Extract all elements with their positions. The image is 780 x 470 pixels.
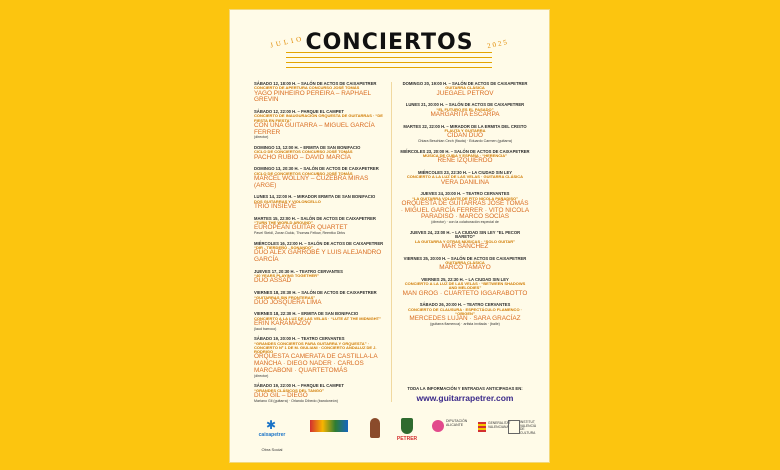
diputacion-logo xyxy=(430,414,470,452)
festival-logo-graphic xyxy=(310,420,348,432)
concert-artist: ORQUESTA CAMERATA DE CASTILLA-LA MANCHA · DIEGO NADER · CARLOS MARCABONI · QUARTETOMÁS xyxy=(254,353,378,374)
circle-icon xyxy=(432,420,444,432)
concert-date: JUEVES 24, 23:00 H. – LA CIUDAD SIN LEY “EL PECOR BARETO” xyxy=(409,229,521,240)
concert-subtitle: CONCIERTO DE APERTURA CONCURSO JOSÉ TOMÁS xyxy=(254,85,360,91)
star-icon: ✱ xyxy=(266,418,277,432)
caixapetrer-sub: Obra Social xyxy=(261,447,283,452)
left-schedule-column xyxy=(254,82,390,409)
concert-date: SÁBADO 12, 18:00 H. – SALÓN DE ACTOS DE CAIXAPETRER xyxy=(254,81,377,86)
concert-subtitle: GUITARRA CLÁSICA xyxy=(445,259,485,265)
concert-note: Pavel Steidl, Zoran Dukic, Thomas Fellow, Reentko Dirks xyxy=(254,230,346,235)
petrer-label: PETRER xyxy=(396,436,418,442)
column-divider xyxy=(391,82,392,402)
concert-subtitle: GUITARRA CLÁSICA xyxy=(445,85,485,91)
concert-date: SÁBADO 19, 20:00 H. – TEATRO CERVANTES xyxy=(254,336,345,342)
concert-artist: TRIO INSIEVE xyxy=(254,202,297,210)
concert-note: (guitarra flamenca) · artista invitada · (baile) xyxy=(430,321,500,326)
concert-entry xyxy=(400,231,530,251)
concert-entry xyxy=(254,195,390,210)
concert-subtitle: “GRANDES CLÁSICOS DEL TANGO” xyxy=(254,387,325,393)
guitarist-figure-logo xyxy=(362,414,386,452)
concert-artist: MAR SÁNCHEZ xyxy=(441,242,489,250)
concert-entry xyxy=(254,242,390,264)
concert-subtitle: CICLO DE CONCIERTOS CONCURSO JOSÉ TOMÁS xyxy=(254,149,353,155)
concert-subtitle: CONCIERTO DE CLAUSURA · ESPECTÁCULO FLAMENCO · “ORIGEN” xyxy=(408,306,522,316)
caixapetrer-logo xyxy=(254,414,290,452)
concert-artist: DUO ASSAD xyxy=(254,277,292,285)
concert-date: MIÉRCOLES 23, 22:30 H. – LA CIUDAD SIN LEY xyxy=(417,170,513,176)
concert-artist: DUO JÓSQUERA LIMA xyxy=(254,298,322,306)
concert-subtitle: MÚSICA DE CUBA Y ESPAÑA · “HERENCIA” xyxy=(422,153,508,159)
concert-note: Mariano Gil (guitarra) · Orlando Díbedo (bandoneón) xyxy=(254,398,338,403)
diputacion-label: DIPUTACIÓN ALICANTE xyxy=(446,419,468,427)
concert-date: MARTES 22, 22:00 H. – MIRADOR DE LA ERMITA DEL CRISTO xyxy=(403,123,527,129)
concert-entry xyxy=(400,103,530,118)
concert-artist: MARCO TAMAYO xyxy=(439,264,491,272)
generalitat-label: GENERALITAT VALENCIANA xyxy=(488,421,511,429)
concert-entry xyxy=(254,167,390,189)
concert-note: Chiara Beschian Cech (flauta) · Eduardo Carmen (guitarra) xyxy=(417,138,513,143)
petrer-logo xyxy=(392,414,422,452)
concert-subtitle: “GRANDES CONCIERTOS PARA GUITARRA Y ORQUESTA” · CONCIERTO Nº 1 DE M. GIULIANI · CONCIERTO ANDALUZ DE J. RODRIGO xyxy=(254,340,377,355)
concert-subtitle: CONCIERTO A LA LUZ DE LAS VELAS · GUITARRA CLÁSICA xyxy=(406,174,524,180)
concert-entry xyxy=(254,337,390,378)
concert-subtitle: “DIR - TIERDEÑO - SONANDO” xyxy=(254,245,314,251)
month-label: JULIO xyxy=(269,34,305,50)
concert-entry xyxy=(400,150,530,165)
concert-date: SÁBADO 26, 20:00 H. – TEATRO CERVANTES xyxy=(419,302,511,308)
info-block xyxy=(400,386,530,403)
concert-artist: PACHO RUBIO – DAVID MARCÍA xyxy=(254,153,352,161)
concert-date: VIERNES 25, 22:30 H. – LA CIUDAD SIN LEY xyxy=(421,276,509,282)
concert-entry xyxy=(254,291,390,306)
music-staff-decoration xyxy=(286,52,492,68)
shield-icon xyxy=(401,418,413,434)
concert-artist: DUO GIL – DIEGO xyxy=(254,391,308,399)
concert-artist: RENÉ IZQUIERDO xyxy=(437,157,493,165)
concert-artist: DUO ALEX GARROBÉ Y LUIS ALEJANDRO GARCÍA xyxy=(254,249,382,264)
concert-artist: MAN GROG · CUARTETO IGGARABOTTO xyxy=(402,289,528,297)
concert-date: DOMINGO 20, 19:00 H. – SALÓN DE ACTOS DE CAIXAPETRER xyxy=(402,81,528,86)
concert-subtitle: “TURN THE WORLD AROUND” xyxy=(254,220,313,226)
poster-header xyxy=(230,10,549,74)
concert-entry xyxy=(400,257,530,272)
concert-subtitle: CONCIERTO DE INAUGURACIÓN ORQUESTA DE GUITARRAS · “DE FIESTA EN FIESTA” xyxy=(254,113,383,123)
guitarist-icon xyxy=(370,418,380,438)
concert-note: (director) xyxy=(254,373,269,378)
concert-entry xyxy=(254,384,390,403)
concert-note: (laud barroco) xyxy=(254,326,277,331)
concert-subtitle: “GUITARRAS SIN FRONTERAS” xyxy=(254,294,316,300)
generalitat-logo xyxy=(474,414,511,452)
concert-date: SÁBADO 19, 22:00 H. – PARQUE EL CAMPET xyxy=(254,383,344,389)
concert-subtitle: LA GUITARRA Y OTRAS MÚSICAS · “SOLO GUITAR” xyxy=(414,238,516,244)
concert-entry xyxy=(400,82,530,97)
concert-subtitle: FLAUTA Y GUITARRA xyxy=(444,128,486,134)
year-label: 2025 xyxy=(486,37,510,51)
concert-date: DOMINGO 13, 12:00 H. – ERMITA DE SAN BONIFACIO xyxy=(254,145,361,151)
concert-subtitle: “LA GUITARRA VOLANTE DE FITO NICOLA PARADISO” xyxy=(411,195,519,201)
concert-entry xyxy=(254,270,390,285)
concert-subtitle: “40 YEARS PLAYING TOGETHER” xyxy=(254,273,320,279)
concert-date: MIÉRCOLES 16, 22:00 H. – SALÓN DE ACTOS DE CAIXAPETRER xyxy=(254,240,384,246)
concert-entry xyxy=(400,192,530,225)
concert-date: JUEVES 24, 20:00 H. – TEATRO CERVANTES xyxy=(420,191,510,197)
concert-date: MARTES 15, 22:00 H. – SALÓN DE ACTOS DE CAIXAPETRER xyxy=(254,215,376,221)
concert-artist: CON UNA GUITARRA – MIGUEL GARCÍA FERRER xyxy=(254,121,375,136)
concert-entry xyxy=(254,312,390,331)
concert-artist: MARCEL WOLLNY – ČUZEBRA MIRAS (ARGE) xyxy=(254,174,369,189)
concert-note: (director) · con la colaboración especial de xyxy=(431,220,499,225)
concert-entry xyxy=(254,146,390,161)
concert-artist: MERCEDES LUJÁN · SARA GRACÍAZ xyxy=(409,315,521,323)
concert-artist: ORQUESTA DE GUITARRAS JOSÉ TOMÁS · MIGUEL GARCÍA FERRER · VITO NICOLA PARADISO · MARCO SOCÍAS xyxy=(400,199,530,221)
right-schedule-column xyxy=(400,82,530,333)
concert-entry xyxy=(254,82,390,104)
concert-artist: YAGO PINHEIRO PEREIRA – RAPHAEL GREVIN xyxy=(254,89,371,104)
poster-title: CONCIERTOS xyxy=(305,30,474,55)
concert-date: VIERNES 18, 20:30 H. – SALÓN DE ACTOS DE CAIXAPETRER xyxy=(254,290,377,296)
sponsor-logos xyxy=(244,414,536,454)
concert-artist: JUEGAEL PETROV xyxy=(436,89,494,97)
emblem-icon xyxy=(508,420,520,434)
website-link[interactable]: www.guitarrapetrer.com xyxy=(416,393,514,403)
concert-subtitle: CONCIERTO A LA LUZ DE LAS VELAS · “LUTE AT THE MIDNIGHT” xyxy=(254,315,382,321)
concert-date: SÁBADO 12, 22:00 H. – PARQUE EL CAMPET xyxy=(254,109,344,115)
concert-artist: CIDAN DUO xyxy=(447,132,483,140)
concert-artist: EUROPEAN GUITAR QUARTET xyxy=(254,224,348,232)
concert-subtitle: CICLO DE CONCIERTOS CONCURSO JOSÉ TOMÁS xyxy=(254,170,353,176)
concert-artist: MARGARITA ESCARPA xyxy=(430,110,500,118)
concert-artist: ERIN KARAMAZOV xyxy=(254,320,312,327)
institut-label: INSTITUT VALENCIÀ DE CULTURA xyxy=(520,420,537,435)
concert-date: MIÉRCOLES 23, 20:00 H. – SALÓN DE ACTOS DE CAIXAPETRER xyxy=(400,148,530,154)
concert-artist: VERA DANILINA xyxy=(440,178,490,186)
concert-subtitle: DOS GUITARRAS Y VIOLONCELLO xyxy=(254,198,321,204)
concert-poster xyxy=(230,10,549,462)
info-text: TODA LA INFORMACIÓN Y ENTRADAS ANTICIPADAS EN: xyxy=(407,386,523,391)
festival-logo xyxy=(304,414,354,452)
concert-note: (director) xyxy=(254,135,269,140)
concert-entry xyxy=(400,171,530,186)
concert-date: LUNES 21, 20:00 H. – SALÓN DE ACTOS DE CAIXAPETRER xyxy=(405,102,525,108)
concert-date: JUEVES 17, 20:30 H. – TEATRO CERVANTES xyxy=(254,268,343,274)
concert-date: VIERNES 25, 20:00 H. – SALÓN DE ACTOS DE CAIXAPETRER xyxy=(403,255,527,261)
concert-entry xyxy=(254,217,390,236)
institut-logo xyxy=(506,414,536,452)
concert-subtitle: “EL FUTURO ES EL PASADO” xyxy=(436,106,494,112)
flag-icon xyxy=(478,422,486,432)
concert-entry xyxy=(400,125,530,144)
concert-date: DOMINGO 13, 20:30 H. – SALÓN DE ACTOS DE CAIXAPETRER xyxy=(254,166,379,172)
concert-date: VIERNES 18, 22:30 H. – ERMITA DE SAN BONIFACIO xyxy=(254,311,359,317)
caixapetrer-label: caixapetrer xyxy=(258,432,286,438)
concert-date: LUNES 14, 22:00 H. – MIRADOR ERMITA DE SAN BONIFACIO xyxy=(254,194,376,200)
concert-entry xyxy=(254,110,390,140)
concert-entry xyxy=(400,278,530,298)
concert-subtitle: CONCIERTO A LA LUZ DE LAS VELAS · “BETWEEN SHADOWS AND MELODIES” xyxy=(404,281,526,291)
concert-entry xyxy=(400,303,530,326)
